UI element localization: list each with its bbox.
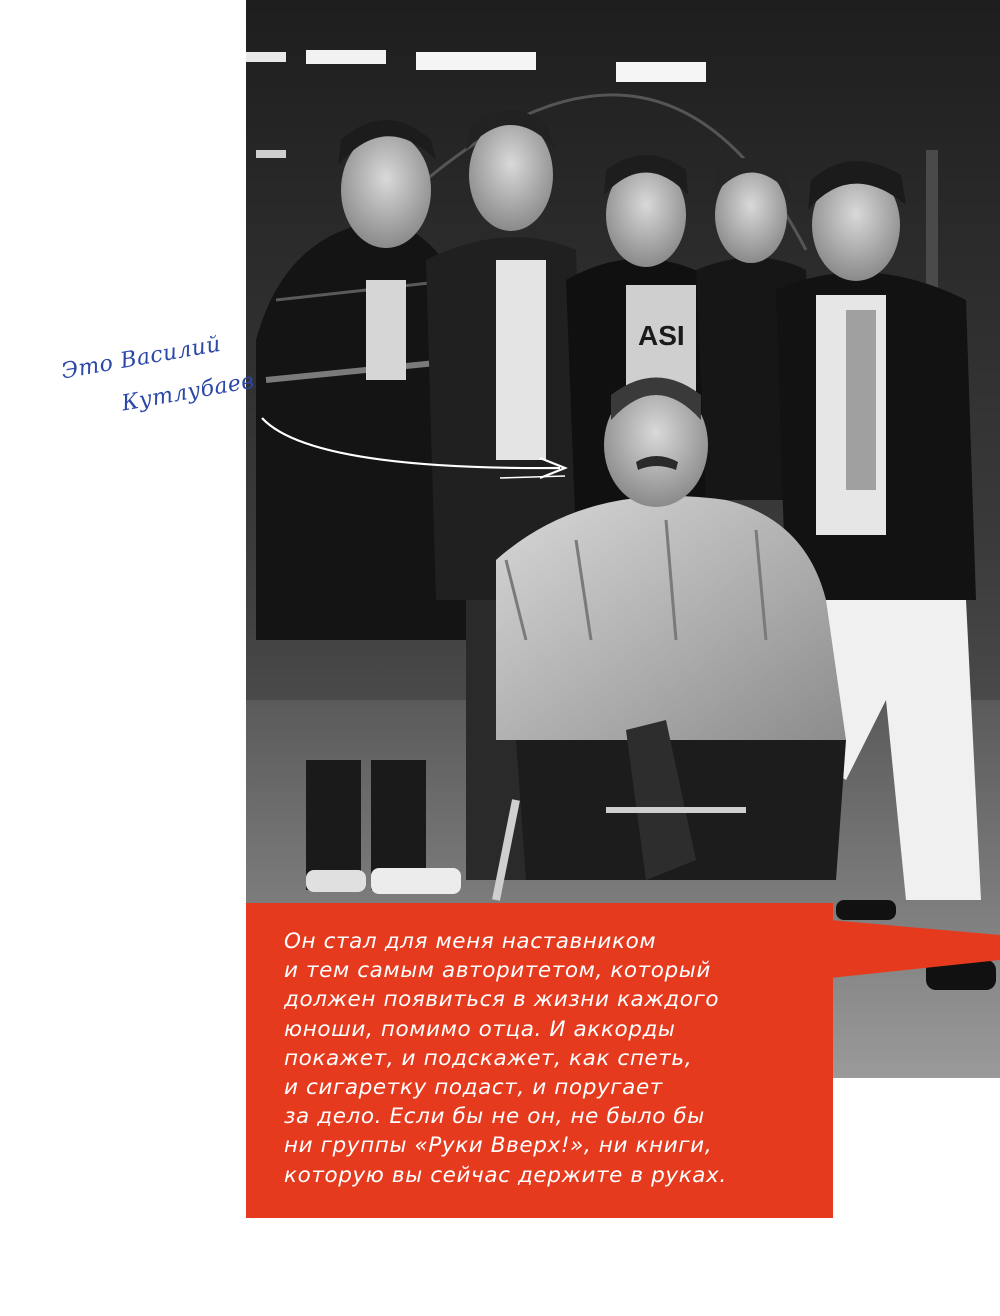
- shirt-print: ASI: [638, 320, 685, 351]
- quote-text: Он стал для меня наставником и тем самым авторитетом, который должен появиться в жизни каждого юноши, помимо отца. И аккорды покажет, и подскажет, как спеть, и сигаретку подаст, и поругает за дело. Если бы не он, не было бы ни группы «Руки Вверх!», ни книги, которую вы сейчас держите в руках.: [284, 929, 727, 1188]
- quote-box: [246, 903, 833, 1218]
- note-line-1: Это Василий: [59, 331, 223, 385]
- handwritten-note: [58, 319, 266, 470]
- note-line-2: Кутлубаев: [119, 368, 257, 417]
